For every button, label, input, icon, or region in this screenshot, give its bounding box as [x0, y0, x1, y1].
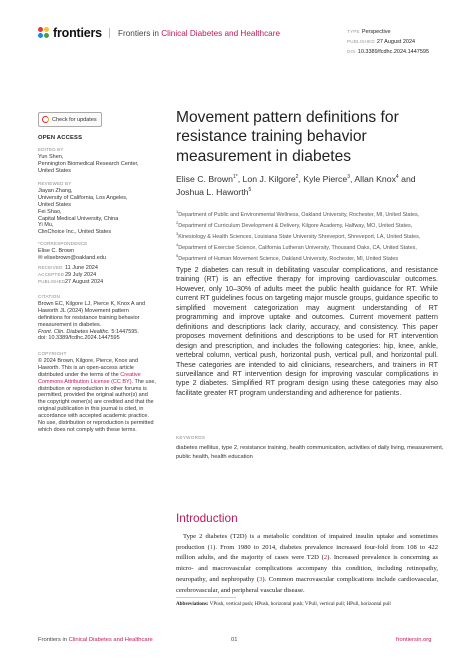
- correspondence-label: *CORRESPONDENCE: [38, 241, 88, 246]
- page-number: 01: [231, 637, 238, 643]
- published-value: 27 August 2024: [376, 39, 416, 45]
- citation-line: measurement in diabetes.: [38, 321, 102, 328]
- affiliation-num: 5: [176, 253, 179, 258]
- reviewed-line: ClinChoice Inc., United States: [38, 229, 112, 236]
- reference-link[interactable]: 2: [323, 554, 328, 562]
- frontiers-logo[interactable]: [38, 26, 102, 40]
- reference-link[interactable]: 3: [259, 575, 263, 583]
- reference-link[interactable]: 1: [209, 543, 214, 551]
- correspondence-name: Elise C. Brown: [38, 247, 75, 254]
- intro-text: Type 2 diabetes (T2D) is a metabolic condition of impaired insulin uptake and sometimes production (: [176, 533, 438, 551]
- intro-text: ). From 1980 to 2014, diabetes prevalence increased four-fold from 108 to 422 million adults, and the majority of cases were T2D (: [176, 543, 438, 562]
- open-access-label: OPEN ACCESS: [38, 135, 83, 141]
- author-name[interactable]: Kyle Pierce: [303, 173, 348, 184]
- copyright-section: [38, 351, 156, 434]
- type-value: Perspective: [361, 29, 391, 35]
- header-divider: [109, 28, 110, 38]
- author-sup: 4: [395, 174, 399, 180]
- affiliation-text: Kinesiology & Health Sciences, Louisiana State University Shreveport, Shreveport, LA, United States,: [178, 233, 421, 240]
- correspondence-email[interactable]: ✉ elisebrown@oakland.edu: [38, 254, 106, 261]
- edited-line: Yun Shen,: [38, 153, 64, 160]
- reviewed-line: United States: [38, 201, 72, 208]
- citation-line: Haworth JL (2024) Movement pattern: [38, 307, 129, 314]
- dates-section: [38, 265, 156, 286]
- copyright-label: COPYRIGHT: [38, 351, 67, 356]
- affiliation-list: [176, 208, 456, 263]
- footer-journal[interactable]: [38, 637, 153, 643]
- received-label: RECEIVED: [38, 265, 63, 270]
- license-link[interactable]: Commons Attribution License (CC BY).: [38, 378, 134, 385]
- author-sup: 3: [347, 174, 351, 180]
- accepted-value: 29 July 2024: [65, 271, 97, 278]
- abbreviations-footnote: [176, 601, 438, 608]
- copyright-line: Haworth. This is an open-access article: [38, 364, 134, 371]
- reviewed-line: Fei Shao,: [38, 208, 62, 215]
- footer-site-link[interactable]: frontiersin.org: [396, 637, 432, 643]
- reviewed-line: Yi Mu,: [38, 222, 54, 229]
- author-name[interactable]: Allan Knox: [354, 173, 396, 184]
- doi-label: DOI: [347, 49, 356, 54]
- keywords-text: diabetes mellitus, type 2, resistance training, health communication, activities of daily living, measurement, public health, health education: [176, 445, 444, 460]
- author-name[interactable]: Elise C. Brown: [176, 173, 233, 184]
- logo-text: frontiers: [53, 26, 102, 40]
- reviewed-line: University of California, Los Angeles,: [38, 194, 128, 201]
- check-updates-label: Check for updates: [52, 116, 97, 123]
- published-label: PUBLISHED: [347, 39, 375, 44]
- introduction-paragraph: [176, 532, 438, 596]
- footer-journal-name: Clinical Diabetes and Healthcare: [68, 637, 153, 643]
- footnote-divider: [176, 597, 236, 598]
- journal-title[interactable]: [118, 29, 280, 38]
- affiliation-text: Department of Human Movement Science, Oakland University, Rochester, MI, United States: [178, 255, 399, 262]
- edited-by-section: [38, 147, 156, 175]
- author-name[interactable]: Lon J. Kilgore: [242, 173, 296, 184]
- author-sup: 1*: [232, 174, 238, 180]
- copyright-line: distributed under the terms of the: [38, 371, 119, 378]
- affiliation-num: 3: [176, 231, 179, 236]
- citation-section: [38, 294, 156, 342]
- affiliation-text: Department of Public and Environmental Wellness, Oakland University, Rochester, MI, United States,: [178, 211, 420, 218]
- copyright-line: © 2024 Brown, Kilgore, Pierce, Knox and: [38, 357, 139, 364]
- sidebar-published-label: PUBLISHED: [38, 278, 66, 284]
- correspondence-section: [38, 241, 156, 262]
- affiliation-num: 2: [176, 220, 179, 225]
- footer-journal-prefix: Frontiers in: [38, 637, 67, 643]
- edited-by-label: EDITED BY: [38, 147, 64, 152]
- citation-line: Brown EC, Kilgore LJ, Pierce K, Knox A and: [38, 300, 146, 307]
- citation-label: CITATION: [38, 294, 60, 299]
- author-list: Elise C. Brown$^{1*}$, Lon J. Kilgore$^2$, Kyle Pierce$^3$, Allan Knox$^4$ and Joshua L. Haworth$^5$: [176, 173, 416, 198]
- received-value: 11 June 2024: [65, 265, 98, 271]
- author-name[interactable]: Joshua L. Haworth: [176, 187, 249, 198]
- citation-line: definitions for resistance training behavior: [38, 314, 140, 321]
- doi-value[interactable]: 10.3389/fcdhc.2024.1447595: [357, 49, 430, 55]
- introduction-heading: Introduction: [176, 511, 238, 525]
- journal-name: Clinical Diabetes and Healthcare: [161, 29, 281, 38]
- citation-volume: 5:1447595.: [109, 328, 139, 335]
- reviewed-line: Jiayan Zhang,: [38, 187, 73, 194]
- sidebar-published-value: 27 August 2024: [65, 278, 104, 285]
- abbreviations-text: VPush, vertical push; HPush, horizontal push; VPull, vertical pull; HPull, horizontal pull: [208, 601, 391, 607]
- citation-journal: Front. Clin. Diabetes Healthc.: [38, 328, 110, 335]
- author-sup: 5: [248, 187, 252, 194]
- affiliation-num: 4: [176, 242, 179, 247]
- edited-line: Pennington Biomedical Research Center,: [38, 160, 139, 167]
- affiliation-text: Department of Exercise Science, California Lutheran University, Thousand Oaks, CA, United States,: [178, 244, 417, 251]
- intro-text: ). Common macrovascular complications include cardiovascular, cerebrovascular, and peripheral vascular disease.: [176, 575, 438, 594]
- abstract-text: Type 2 diabetes can result in debilitating vascular complications, and resistance training (RT) is an effective therapy for improving cardiovascular outcomes. However, only 10–30% of adults meet the public health guidance for RT. While current RT guidelines focus on targeting major muscle groups, guidance specific to simplified movement categorization may augment understanding of RT programming and improve uptake and outcomes. Current movement pattern definitions and descriptions lack clarity, accuracy, and consistency. This paper proposes movement definitions and descriptions to be used for RT intervention design and prescription, and includes the following categories: hip, knee, ankle, vertebral column, vertical push, horizontal push, vertical pull, and horizontal pull. These categories are intended to aid clinicians, researchers, and trainers in RT surveillance and RT intervention design for improving vascular complications in type 2 diabetes. Simplified RT program design using these categories may also facilitate greater RT program understanding and adherence for patients.: [176, 266, 438, 397]
- journal-prefix: Frontiers in: [118, 29, 159, 38]
- updates-icon: [42, 116, 49, 123]
- license-link[interactable]: Creative: [120, 371, 141, 378]
- check-for-updates-button[interactable]: [38, 112, 102, 127]
- edited-line: United States: [38, 167, 72, 174]
- frontiers-logo-icon: [38, 27, 50, 39]
- article-title: Movement pattern definitions for resistance training behavior measurement in diabetes: [176, 109, 399, 165]
- reviewed-line: Capital Medical University, China: [38, 215, 119, 222]
- accepted-label: ACCEPTED: [38, 271, 65, 277]
- keywords-label: KEYWORDS: [176, 435, 206, 440]
- abbreviations-label: Abbreviations:: [176, 601, 209, 607]
- citation-doi[interactable]: doi: 10.3389/fcdhc.2024.1447595: [38, 335, 120, 342]
- type-label: TYPE: [347, 29, 360, 34]
- reviewed-by-section: [38, 181, 156, 236]
- affiliation-num: 1: [176, 209, 179, 214]
- author-sup: 2: [295, 174, 299, 180]
- intro-text: ). Increased prevalence is concerning as micro- and macrovascular complications accompany this condition, including retinopathy, neuropathy, and nephropathy (: [176, 554, 438, 583]
- reviewed-by-label: REVIEWED BY: [38, 181, 72, 186]
- copyright-text: The use, distribution or reproduction in other forums is permitted, provided the original author(s) and the copyright owner(s) are credited and that the original publication in this journal is cited, in accordance with accepted academic practice. No use, distribution or reproduction is permitted which does not comply with these terms.: [38, 378, 156, 433]
- affiliation-text: Department of Curriculum Development & Delivery, Kilgore Academy, Halfway, MO, United States,: [178, 222, 413, 229]
- article-meta: [347, 27, 429, 57]
